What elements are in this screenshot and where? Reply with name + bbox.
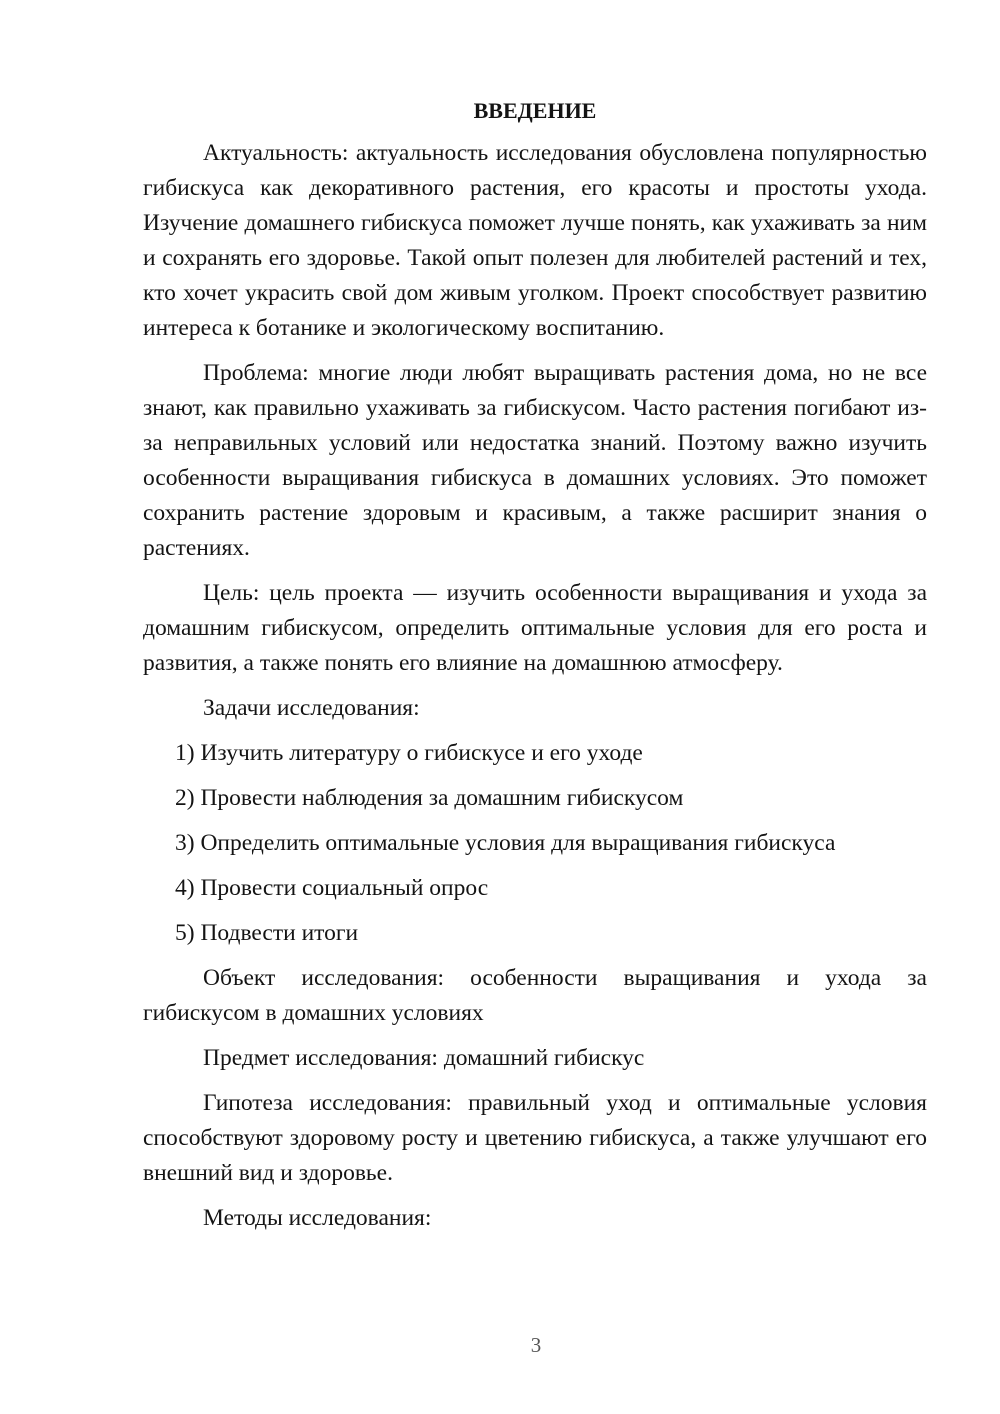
paragraph-problem: Проблема: многие люди любят выращивать растения дома, но не все знают, как правильно ухаживать за гибискусом. Часто растения погибают из-за неправильных условий или недостатка знаний. Поэтому важно изучить особенности выращивания гибискуса в домашних условиях. Это поможет сохранить растение здоровым и красивым, а также расширит знания о растениях. (143, 360, 927, 561)
page-number: 3 (530, 1333, 542, 1357)
list-item: 3) Определить оптимальные условия для выращивания гибискуса (175, 830, 836, 856)
section-title: ВВЕДЕНИЕ (473, 98, 597, 123)
paragraph-hypothesis: Гипотеза исследования: правильный уход и оптимальные условия способствуют здоровому росту и цветению гибискуса, а также улучшают его внешний вид и здоровье. (143, 1090, 927, 1186)
tasks-list (143, 736, 927, 951)
list-item: 1) Изучить литературу о гибискусе и его уходе (175, 740, 643, 766)
list-item: 4) Провести социальный опрос (175, 875, 489, 901)
paragraph-relevance: Актуальность: актуальность исследования обусловлена популярностью гибискуса как декоративного растения, его красоты и простоты ухода. Изучение домашнего гибискуса поможет лучше понять, как ухаживать за ним и сохранять его здоровье. Такой опыт полезен для любителей растений и тех, кто хочет украсить свой дом живым уголком. Проект способствует развитию интереса к ботанике и экологическому воспитанию. (143, 140, 927, 341)
paragraph-goal: Цель: цель проекта — изучить особенности выращивания и ухода за домашним гибискусом, определить оптимальные условия для его роста и развития, а также понять его влияние на домашнюю атмосферу. (143, 580, 927, 676)
methods-heading: Методы исследования: (203, 1205, 432, 1231)
page-content (143, 94, 927, 1246)
paragraph-subject: Предмет исследования: домашний гибискус (203, 1045, 645, 1071)
paragraph-object: Объект исследования: особенности выращивания и ухода за гибискусом в домашних условиях (143, 965, 927, 1026)
list-item: 2) Провести наблюдения за домашним гибискусом (175, 785, 684, 811)
tasks-heading: Задачи исследования: (203, 695, 420, 721)
list-item: 5) Подвести итоги (175, 920, 359, 946)
